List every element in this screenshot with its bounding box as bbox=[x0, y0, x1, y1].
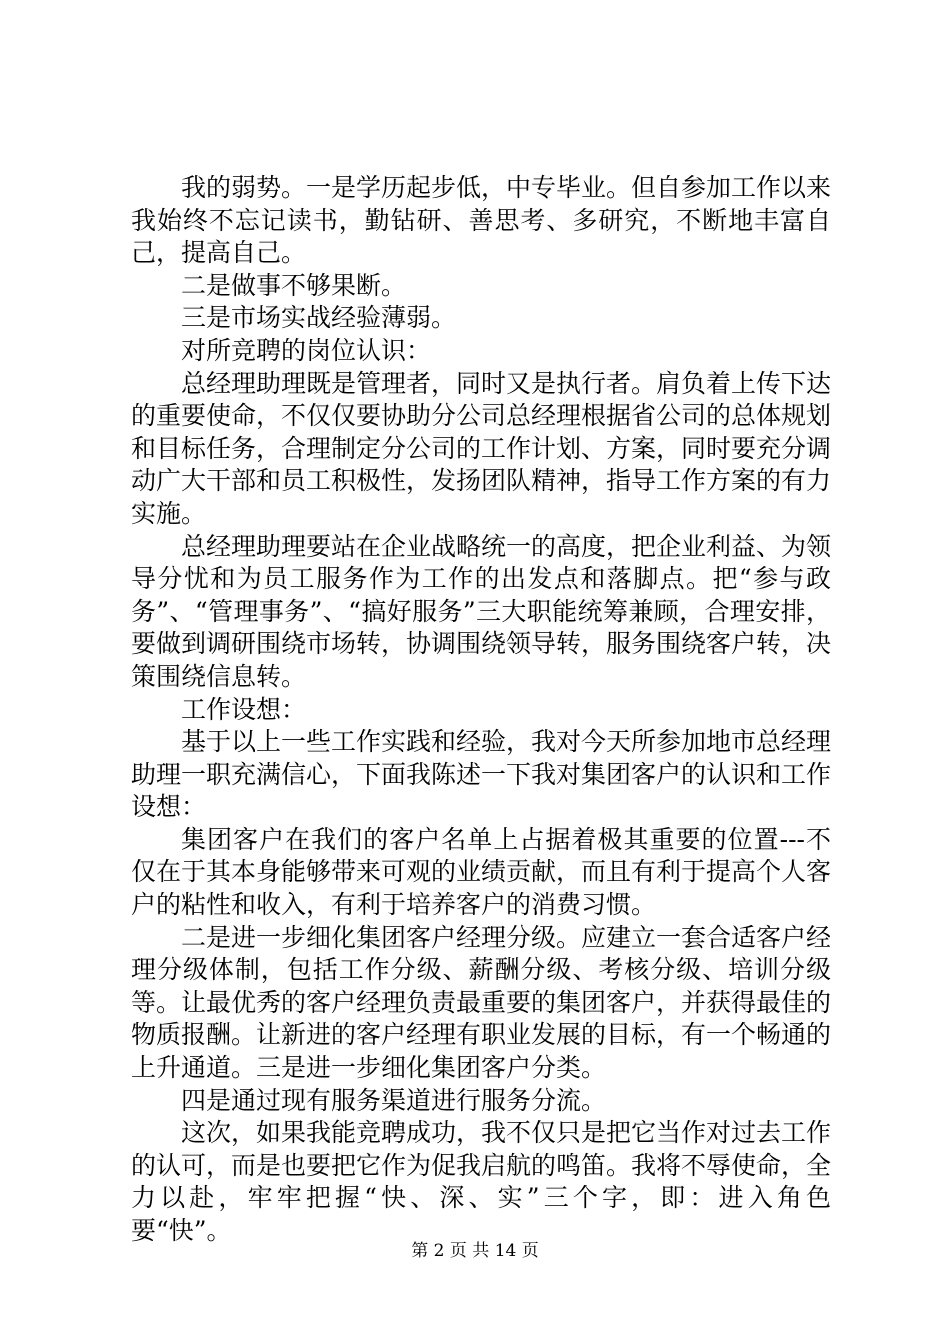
section-heading: 对所竞聘的岗位认识： bbox=[181, 335, 432, 365]
paragraph: 我的弱势。一是学历起步低，中专毕业。但自参加工作以来我始终不忘记读书，勤钻研、善思考、多研究，不断地丰富自己，提高自己。 bbox=[131, 173, 832, 268]
paragraph: 二是做事不够果断。 bbox=[181, 270, 407, 300]
paragraph: 基于以上一些工作实践和经验，我对今天所参加地市总经理助理一职充满信心，下面我陈述一下我对集团客户的认识和工作设想： bbox=[131, 727, 832, 822]
document-body bbox=[131, 172, 831, 1248]
paragraph: 四是通过现有服务渠道进行服务分流。 bbox=[181, 1085, 607, 1115]
page-number-footer: 第 2 页 共 14 页 bbox=[411, 1241, 539, 1261]
paragraph: 二是进一步细化集团客户经理分级。应建立一套合适客户经理分级体制，包括工作分级、薪酬分级、考核分级、培训分级等。让最优秀的客户经理负责最重要的集团客户，并获得最佳的物质报酬。让新进的客户经理有职业发展的目标，有一个畅通的上升通道。三是进一步细化集团客户分类。 bbox=[131, 922, 832, 1083]
paragraph: 总经理助理既是管理者，同时又是执行者。肩负着上传下达的重要使命，不仅仅要协助分公司总经理根据省公司的总体规划和目标任务，合理制定分公司的工作计划、方案，同时要充分调动广大干部和员工积极性，发扬团队精神，指导工作方案的有力实施。 bbox=[131, 368, 832, 528]
section-heading: 工作设想： bbox=[181, 694, 307, 724]
paragraph: 三是市场实战经验薄弱。 bbox=[181, 303, 457, 333]
paragraph: 这次，如果我能竞聘成功，我不仅只是把它当作对过去工作的认可，而是也要把它作为促我启航的鸣笛。我将不辱使命，全力以赴，牢牢把握“快、深、实”三个字，即：进入角色要“快”。 bbox=[131, 1118, 832, 1245]
paragraph: 集团客户在我们的客户名单上占据着极其重要的位置---不仅在于其本身能够带来可观的业绩贡献，而且有利于提高个人客户的粘性和收入，有利于培养客户的消费习惯。 bbox=[131, 824, 832, 920]
paragraph: 总经理助理要站在企业战略统一的高度，把企业利益、为领导分忧和为员工服务作为工作的出发点和落脚点。把“参与政务”、“管理事务”、“搞好服务”三大职能统筹兼顾，合理安排，要做到调研围绕市场转，协调围绕领导转，服务围绕客户转，决策围绕信息转。 bbox=[131, 531, 832, 691]
